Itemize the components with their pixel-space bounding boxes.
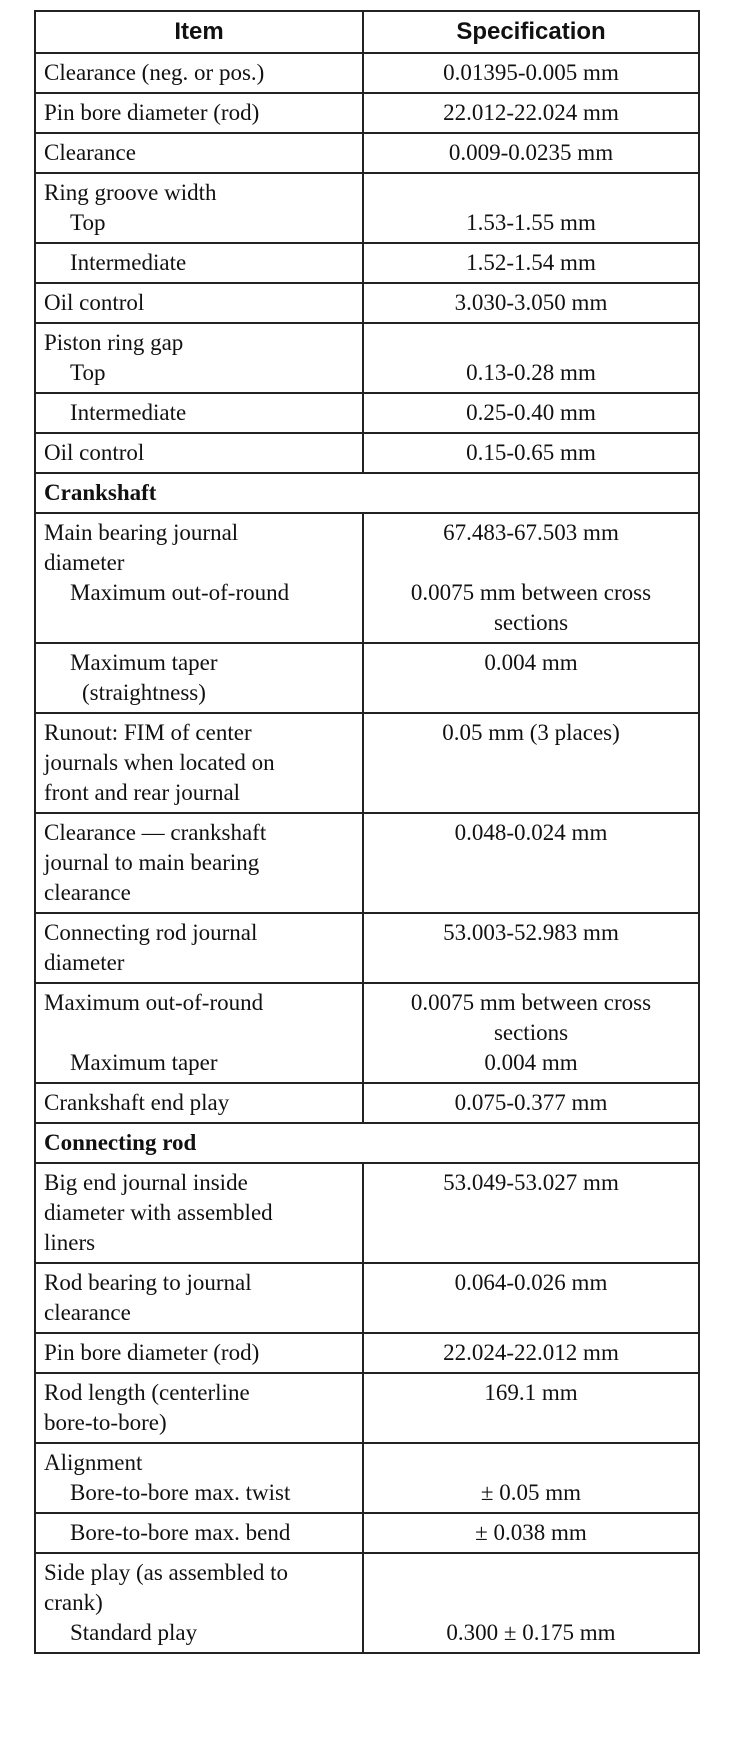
value-cell: 0.075-0.377 mm	[363, 1083, 699, 1123]
item-text: journals when located on	[44, 750, 275, 775]
section-title-crankshaft: Crankshaft	[35, 473, 699, 513]
value-cell: 53.003-52.983 mm	[363, 913, 699, 983]
table-row	[35, 913, 699, 983]
table-row	[35, 1373, 699, 1443]
value-cell: 0.048-0.024 mm	[363, 813, 699, 913]
value-text: 0.0075 mm between cross	[410, 580, 652, 605]
table-row	[35, 1333, 699, 1373]
table-row	[35, 393, 699, 433]
item-cell	[35, 643, 363, 713]
item-cell	[35, 173, 363, 243]
value-cell	[363, 983, 699, 1083]
item-text: Rod length (centerline	[44, 1380, 250, 1405]
table-row	[35, 983, 699, 1083]
item-text: clearance	[44, 880, 131, 905]
section-title-connecting-rod: Connecting rod	[35, 1123, 699, 1163]
table-row	[35, 713, 699, 813]
table-row	[35, 433, 699, 473]
item-cell	[35, 513, 363, 643]
item-cell: Crankshaft end play	[35, 1083, 363, 1123]
item-cell	[35, 1553, 363, 1653]
item-text: journal to main bearing	[44, 850, 260, 875]
item-text: Main bearing journal	[44, 520, 239, 545]
table-row	[35, 1083, 699, 1123]
item-text: Rod bearing to journal	[44, 1270, 252, 1295]
table-header-row	[35, 11, 699, 53]
value-cell: 53.049-53.027 mm	[363, 1163, 699, 1263]
table-row	[35, 1263, 699, 1333]
value-text: 1.53-1.55 mm	[466, 210, 596, 235]
value-cell	[363, 173, 699, 243]
section-header-row	[35, 1123, 699, 1163]
specification-column-header: Specification	[363, 11, 699, 53]
table-row	[35, 1163, 699, 1263]
item-text: diameter	[44, 550, 125, 575]
section-header-row	[35, 473, 699, 513]
item-sub-label: (straightness)	[82, 680, 206, 705]
item-text: diameter	[44, 950, 125, 975]
table-row	[35, 813, 699, 913]
value-text: 67.483-67.503 mm	[443, 520, 619, 545]
value-cell: 0.004 mm	[363, 643, 699, 713]
value-cell: 0.01395-0.005 mm	[363, 53, 699, 93]
specification-table	[34, 10, 700, 1654]
item-text: Runout: FIM of center	[44, 720, 252, 745]
item-text: liners	[44, 1230, 96, 1255]
item-cell	[35, 323, 363, 393]
item-text: Side play (as assembled to	[44, 1560, 289, 1585]
value-text: 0.0075 mm between cross	[410, 990, 652, 1015]
value-cell: 3.030-3.050 mm	[363, 283, 699, 323]
item-text: clearance	[44, 1300, 131, 1325]
item-cell: Pin bore diameter (rod)	[35, 1333, 363, 1373]
item-sub-label: Intermediate	[70, 400, 187, 425]
item-cell	[35, 393, 363, 433]
value-text: 0.004 mm	[484, 1050, 578, 1075]
table-row	[35, 323, 699, 393]
item-cell	[35, 243, 363, 283]
item-column-header: Item	[35, 11, 363, 53]
item-sub-label: Top	[70, 360, 106, 385]
item-group-label: Alignment	[44, 1450, 143, 1475]
table-row	[35, 93, 699, 133]
table-row	[35, 1553, 699, 1653]
item-cell	[35, 1443, 363, 1513]
item-text: diameter with assembled	[44, 1200, 273, 1225]
item-cell: Clearance	[35, 133, 363, 173]
item-text: front and rear journal	[44, 780, 241, 805]
value-text: sections	[493, 610, 569, 635]
item-group-label: Ring groove width	[44, 180, 217, 205]
value-cell	[363, 1443, 699, 1513]
value-cell: 22.012-22.024 mm	[363, 93, 699, 133]
value-cell: 0.25-0.40 mm	[363, 393, 699, 433]
table-row	[35, 513, 699, 643]
item-text: Connecting rod journal	[44, 920, 258, 945]
item-text: Maximum out-of-round	[44, 990, 264, 1015]
item-sub-label: Maximum out-of-round	[70, 580, 290, 605]
item-cell	[35, 1263, 363, 1333]
item-text: crank)	[44, 1590, 103, 1615]
item-sub-label: Maximum taper	[70, 650, 218, 675]
value-cell: 0.15-0.65 mm	[363, 433, 699, 473]
item-cell	[35, 983, 363, 1083]
item-cell: Oil control	[35, 433, 363, 473]
value-cell: 0.064-0.026 mm	[363, 1263, 699, 1333]
item-sub-label: Standard play	[70, 1620, 198, 1645]
item-sub-label: Bore-to-bore max. bend	[70, 1520, 291, 1545]
value-cell	[363, 1553, 699, 1653]
value-cell: 169.1 mm	[363, 1373, 699, 1443]
item-sub-label: Top	[70, 210, 106, 235]
item-cell	[35, 1513, 363, 1553]
value-cell	[363, 323, 699, 393]
value-cell: ± 0.038 mm	[363, 1513, 699, 1553]
table-row	[35, 1443, 699, 1513]
table-row	[35, 1513, 699, 1553]
item-group-label: Piston ring gap	[44, 330, 184, 355]
table-row	[35, 53, 699, 93]
value-text: 0.13-0.28 mm	[466, 360, 596, 385]
table-row	[35, 133, 699, 173]
value-text: sections	[493, 1020, 569, 1045]
item-cell: Clearance (neg. or pos.)	[35, 53, 363, 93]
table-row	[35, 283, 699, 323]
value-cell	[363, 513, 699, 643]
table-row	[35, 243, 699, 283]
table-row	[35, 173, 699, 243]
value-cell: 0.009-0.0235 mm	[363, 133, 699, 173]
table-row	[35, 643, 699, 713]
value-text: ± 0.05 mm	[480, 1480, 582, 1505]
value-text: 0.300 ± 0.175 mm	[446, 1620, 616, 1645]
item-text: Big end journal inside	[44, 1170, 248, 1195]
value-cell: 1.52-1.54 mm	[363, 243, 699, 283]
item-text: bore-to-bore)	[44, 1410, 167, 1435]
item-sub-label: Maximum taper	[70, 1050, 218, 1075]
item-cell	[35, 1373, 363, 1443]
item-cell	[35, 1163, 363, 1263]
item-cell	[35, 913, 363, 983]
item-cell	[35, 813, 363, 913]
item-sub-label: Intermediate	[70, 250, 187, 275]
item-cell: Oil control	[35, 283, 363, 323]
item-text: Clearance — crankshaft	[44, 820, 267, 845]
value-cell: 22.024-22.012 mm	[363, 1333, 699, 1373]
item-sub-label: Bore-to-bore max. twist	[70, 1480, 291, 1505]
value-cell: 0.05 mm (3 places)	[363, 713, 699, 813]
item-cell: Pin bore diameter (rod)	[35, 93, 363, 133]
item-cell	[35, 713, 363, 813]
